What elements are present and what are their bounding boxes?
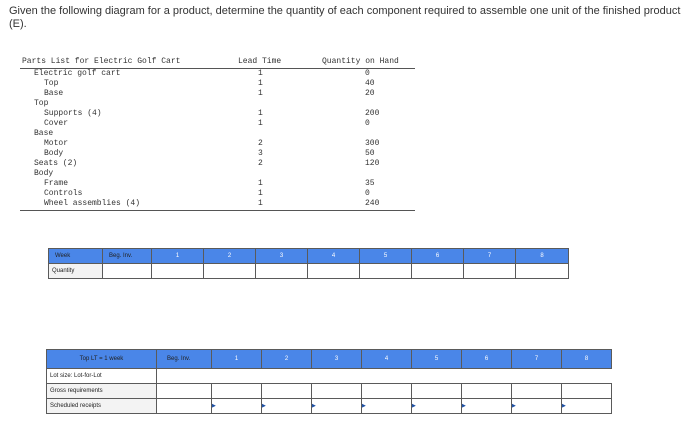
dropdown-arrow-icon: ▶ [562, 403, 566, 409]
mrp-input-cell[interactable] [212, 399, 262, 414]
part-quantity-on-hand: 200 [365, 109, 380, 118]
dropdown-arrow-icon: ▶ [412, 403, 416, 409]
quantity-label: Quantity [49, 264, 103, 279]
week-header-1: 1 [212, 350, 262, 369]
mrp-input-cell[interactable] [462, 384, 512, 399]
dropdown-arrow-icon: ▶ [512, 403, 516, 409]
week-header-8: 8 [516, 249, 569, 264]
mrp-input-cell[interactable] [462, 399, 512, 414]
parts-list-row [20, 69, 415, 78]
part-quantity-on-hand: 20 [365, 89, 375, 98]
part-name: Body [34, 169, 54, 178]
qoh-header: Quantity on Hand [322, 57, 399, 66]
parts-list-row [20, 79, 415, 88]
part-name: Base [44, 89, 64, 98]
mrp-table-top [46, 349, 612, 414]
week-header-5: 5 [412, 350, 462, 369]
mrp-input-cell[interactable] [262, 384, 312, 399]
quantity-input[interactable] [152, 264, 204, 279]
mrp-input-cell[interactable] [157, 399, 212, 414]
mrp-input-cell[interactable] [157, 384, 212, 399]
week-header-3: 3 [256, 249, 308, 264]
beg-inv-header: Beg. Inv. [103, 249, 152, 264]
part-name: Base [34, 129, 54, 138]
part-name: Controls [44, 189, 83, 198]
parts-list-row [20, 89, 415, 98]
beg-inv-input[interactable] [103, 264, 152, 279]
part-name: Cover [44, 119, 69, 128]
parts-list-row [20, 159, 415, 168]
part-lead-time: 1 [258, 109, 263, 118]
parts-list-title: Parts List for Electric Golf Cart [22, 57, 181, 66]
part-quantity-on-hand: 0 [365, 119, 370, 128]
part-lead-time: 1 [258, 89, 263, 98]
gross-requirements-label: Gross requirements [47, 384, 157, 399]
mrp-input-cell[interactable] [312, 399, 362, 414]
problem-prompt: Given the following diagram for a product, determine the quantity of each component required to assemble one unit of the finished product (E). [9, 5, 681, 30]
week-quantity-table [48, 248, 569, 279]
parts-list-row [20, 119, 415, 128]
mrp-input-cell[interactable] [412, 384, 462, 399]
part-name: Body [44, 149, 64, 158]
parts-list-row [20, 139, 415, 148]
week-header-4: 4 [362, 350, 412, 369]
mrp-input-cell[interactable] [562, 384, 612, 399]
parts-list-row [20, 169, 415, 178]
part-quantity-on-hand: 0 [365, 189, 370, 198]
parts-list-header [20, 56, 415, 69]
week-header-1: 1 [152, 249, 204, 264]
quantity-input[interactable] [516, 264, 569, 279]
week-header-7: 7 [464, 249, 516, 264]
part-quantity-on-hand: 40 [365, 79, 375, 88]
week-header-5: 5 [360, 249, 412, 264]
quantity-input[interactable] [464, 264, 516, 279]
mrp-input-cell[interactable] [362, 384, 412, 399]
lot-size-label: Lot size: Lot-for-Lot [47, 369, 157, 384]
scheduled-receipts-label: Scheduled receipts [47, 399, 157, 414]
week-header-6: 6 [462, 350, 512, 369]
mrp-input-cell[interactable] [362, 399, 412, 414]
parts-list-row [20, 189, 415, 198]
part-lead-time: 1 [258, 69, 263, 78]
part-name: Seats (2) [34, 159, 78, 168]
part-name: Top [34, 99, 49, 108]
mrp-input-cell[interactable] [312, 384, 362, 399]
parts-list-row [20, 99, 415, 108]
mrp-input-cell[interactable] [512, 384, 562, 399]
part-lead-time: 2 [258, 159, 263, 168]
quantity-input[interactable] [204, 264, 256, 279]
mrp-input-cell[interactable] [412, 399, 462, 414]
week-header-2: 2 [262, 350, 312, 369]
beg-inv-header-2: Beg. Inv. [157, 350, 212, 369]
dropdown-arrow-icon: ▶ [462, 403, 466, 409]
part-name: Motor [44, 139, 69, 148]
week-header-4: 4 [308, 249, 360, 264]
dropdown-arrow-icon: ▶ [262, 403, 266, 409]
part-name: Top [44, 79, 59, 88]
part-quantity-on-hand: 50 [365, 149, 375, 158]
mrp-input-cell[interactable] [562, 399, 612, 414]
week-header-2: 2 [204, 249, 256, 264]
part-quantity-on-hand: 35 [365, 179, 375, 188]
parts-list-row [20, 179, 415, 188]
parts-list-row [20, 199, 415, 208]
part-name: Supports (4) [44, 109, 102, 118]
top-lead-time-label: Top LT = 1 week [47, 350, 157, 369]
dropdown-arrow-icon: ▶ [212, 403, 216, 409]
part-quantity-on-hand: 0 [365, 69, 370, 78]
week-header-6: 6 [412, 249, 464, 264]
part-lead-time: 3 [258, 149, 263, 158]
quantity-input[interactable] [412, 264, 464, 279]
week-header-8: 8 [562, 350, 612, 369]
parts-list-row [20, 129, 415, 138]
part-lead-time: 1 [258, 189, 263, 198]
week-header-7: 7 [512, 350, 562, 369]
mrp-input-cell[interactable] [212, 384, 262, 399]
dropdown-arrow-icon: ▶ [312, 403, 316, 409]
quantity-input[interactable] [360, 264, 412, 279]
part-lead-time: 1 [258, 119, 263, 128]
quantity-input[interactable] [256, 264, 308, 279]
part-quantity-on-hand: 300 [365, 139, 380, 148]
part-name: Wheel assemblies (4) [44, 199, 141, 208]
parts-list [20, 56, 415, 216]
week-header-3: 3 [312, 350, 362, 369]
lead-time-header: Lead Time [238, 57, 282, 66]
part-lead-time: 1 [258, 79, 263, 88]
week-header: Week [49, 249, 103, 264]
mrp-input-cell[interactable] [262, 399, 312, 414]
part-quantity-on-hand: 240 [365, 199, 380, 208]
part-name: Frame [44, 179, 69, 188]
dropdown-arrow-icon: ▶ [362, 403, 366, 409]
part-quantity-on-hand: 120 [365, 159, 380, 168]
parts-list-row [20, 149, 415, 158]
parts-list-row [20, 109, 415, 118]
part-lead-time: 2 [258, 139, 263, 148]
quantity-input[interactable] [308, 264, 360, 279]
part-name: Electric golf cart [34, 69, 121, 78]
mrp-input-cell[interactable] [512, 399, 562, 414]
part-lead-time: 1 [258, 179, 263, 188]
part-lead-time: 1 [258, 199, 263, 208]
